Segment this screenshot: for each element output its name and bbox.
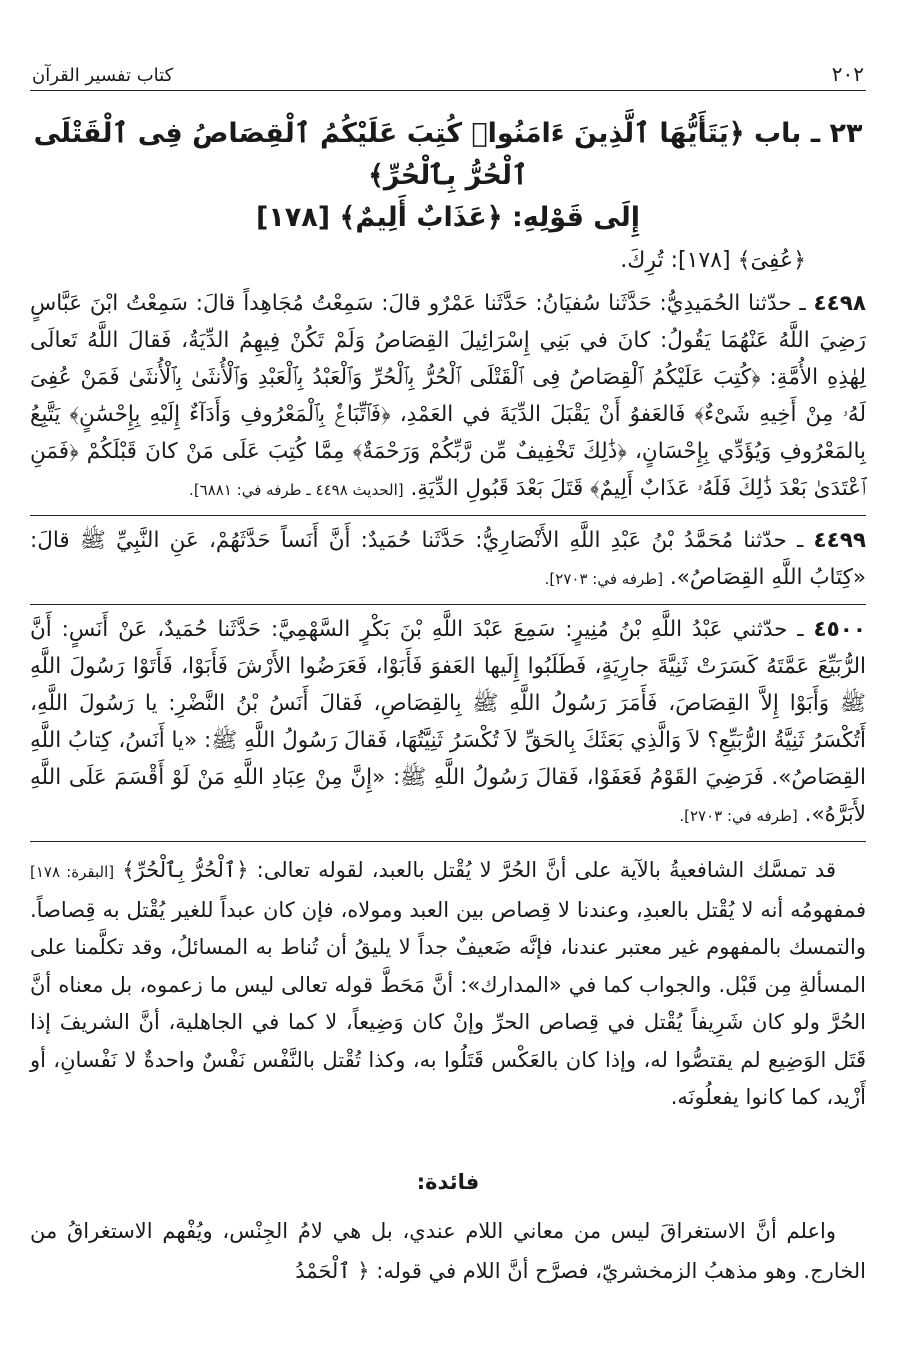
hadith-citation: [الحديث ٤٤٩٨ ـ طرفه في: ٦٨٨١]. (189, 481, 404, 499)
section-divider (30, 515, 866, 516)
hadith-text: ـ حدّثني عَبْدُ اللَّهِ بْنُ مُنِيرٍ: سَمِعَ عَبْدَ اللَّهِ بْنَ بَكْرٍ السَّهْمِيَّ: حَدَّثَنا حُمَيدٌ، عَنْ أَنَسٍ: أَنَّ الرُّبَيِّعَ عَمَّتَهُ كَسَرَتْ ثَنِيَّةَ جارِيَةٍ، فَطَلَبُوا إِلَيها العَفوَ فَأَبَوْا، فَعَرَضُوا الأَرْشَ فَأَبَوْا، فَأَتَوْا رَسُولَ اللَّهِ ﷺ وَأَبَوْا إِلاَّ القِصَاصَ، فَأَمَرَ رَسُولُ اللَّهِ ﷺ بِالقِصَاصِ، فَقالَ أَنَسُ بْنُ النَّضْرِ: يا رَسُولَ اللَّهِ، أَتُكْسَرُ ثَنِيَّةُ الرُّبَيِّعِ؟ لاَ وَالَّذِي بَعَثَكَ بِالحَقِّ لاَ تُكْسَرُ ثَنِيَّتُهَا، فَقالَ رَسُولُ اللَّهِ ﷺ: «يا أَنَسُ، كِتابُ اللَّهِ القِصَاصُ». فَرَضِيَ القَوْمُ فَعَفَوْا، فَقالَ رَسُولُ اللَّهِ ﷺ: «إِنَّ مِنْ عِبَادِ اللَّهِ مَنْ لَوْ أَقْسَمَ عَلَى اللَّهِ لأَبَرَّهُ». (30, 617, 866, 827)
hadith-text: ـ حدّثنا مُحَمَّدُ بْنُ عَبْدِ اللَّهِ الأَنْصَارِيُّ: حَدَّثَنا حُمَيدٌ: أَنَّ أَنَساً حَدَّثَهُمْ، عَنِ النَّبِيِّ ﷺ قالَ: «كِتَابُ اللَّهِ القِصَاصُ». (30, 528, 866, 590)
hadith-4498 (30, 285, 866, 509)
faida-paragraph: واعلم أنَّ الاستغراقَ ليس من معاني اللام عندي، بل هي لامُ الجِنْس، ويُفْهم الاستغراقُ من الخارج. وهو مذهبُ الزمخشريّ، فصرَّح أنَّ اللام في قوله: ﴿ ٱلْحَمْدُ (30, 1218, 866, 1283)
hadith-4499 (30, 522, 866, 598)
chapter-heading-line-1: ٢٣ ـ باب ﴿يَتَأَيُّهَا ٱلَّذِينَ ءَامَنُوا۟ كُتِبَ عَلَيْكُمُ ٱلْقِصَاصُ فِى ٱلْقَتْلَى ٱلْحُرُّ بِٱلْحُرِّ﴾ (33, 118, 863, 191)
hadith-number: ٤٤٩٨ (813, 291, 866, 316)
chapter-heading (30, 113, 866, 239)
hadith-number: ٤٥٠٠ (813, 617, 866, 642)
hadith-number: ٤٤٩٩ (813, 528, 866, 553)
hadith-4500 (30, 611, 866, 835)
commentary-text-1: قد تمسَّك الشافعيةُ بالآية على أنَّ الحُرَّ لا يُقْتل بالعبد، لقوله تعالى: ﴿ٱلْحُرُّ بِٱلْحُرِّ﴾ (114, 858, 836, 882)
section-divider (30, 604, 866, 605)
faida-heading: فائدة: (416, 1169, 480, 1194)
book-page (30, 46, 866, 1359)
commentary-paragraph (30, 852, 866, 1117)
page-number: ٢٠٢ (831, 62, 864, 86)
commentary-text-2: فمفهومُه أنه لا يُقْتل بالعبدِ، وعندنا لا قِصاص بين العبد ومولاه، فإن كان عبداً للغير يُقْتل به قِصاصاً. والتمسك بالمفهوم غير معتبر عندنا، فإنَّه ضَعيفٌ جداً لا يليقُ أن تُناط به المسائلُ، وقد تكلَّمنا على المسألةِ مِن قَبْل. والجواب كما في «المدارك»: أنَّ مَحَطَّ قوله تعالى ليس ما زعموه، بل معناه أنَّ الحُرَّ ولو كان شَرِيفاً يُقْتل في قِصاص الحرِّ وإنْ كان وَضِيعاً، لا كما في الجاهلية، أنَّ الشريفَ إذا قَتَل الوَضِيع لم يقتصُّوا له، وإذا كان بالعَكْس قَتَلُوا به، وكذا تُقْتل بالنَّفْس نَفْسٌ واحدةٌ لا نَفْسانِ، أو أَزْيد، كما كانوا يفعلُونَه. (30, 897, 866, 1109)
quran-citation: [البقرة: ١٧٨] (30, 863, 115, 881)
hadith-text: ـ حدّثنا الحُمَيدِيُّ: حَدَّثَنا سُفيَانُ: حَدَّثَنا عَمْرٌو قالَ: سَمِعْتُ مُجَاهِداً قالَ: سَمِعْتُ ابْنَ عَبَّاسٍ رَضِيَ اللَّهُ عَنْهُمَا يَقُولُ: كانَ في بَنِي إِسْرَائِيلَ القِصَاصُ وَلَمْ تَكُنْ فِيهِمُ الدِّيَةُ، فَقالَ اللَّهُ تَعالَى لِهٰذِهِ الأُمَّةِ: ﴿كُتِبَ عَلَيْكُمُ ٱلْقِصَاصُ فِى ٱلْقَتْلَى ٱلْحُرُّ بِٱلْحُرِّ وَٱلْعَبْدُ بِٱلْعَبْدِ وَٱلْأُنثَىٰ بِٱلْأُنثَىٰ فَمَنْ عُفِىَ لَهُۥ مِنْ أَخِيهِ شَىْءٌ﴾ فَالعَفوُ أَنْ يَقْبَلَ الدِّيَةَ في العَمْدِ، ﴿فَٱتِّبَاعٌۢ بِٱلْمَعْرُوفِ وَأَدَآءٌ إِلَيْهِ بِإِحْسَٰنٍ﴾ يَتَّبِعُ بِالمَعْرُوفِ وَيُؤَدِّي بِإِحْسَانٍ، ﴿ذَٰلِكَ تَخْفِيفٌ مِّن رَّبِّكُمْ وَرَحْمَةٌ﴾ مِمَّا كُتِبَ عَلَى مَنْ كانَ قَبْلَكُمْ ﴿فَمَنِ ٱعْتَدَىٰ بَعْدَ ذَٰلِكَ فَلَهُۥ عَذَابٌ أَلِيمٌ﴾ قَتَلَ بَعْدَ قَبُولِ الدِّيَةِ. (30, 291, 866, 501)
section-divider (30, 841, 866, 842)
hadith-citation: [طرفه في: ٢٧٠٣]. (679, 807, 798, 825)
word-gloss: ﴿عُفِىَ﴾ [١٧٨]: تُرِكَ. (620, 248, 806, 273)
chapter-heading-line-2: إِلَى قَوْلِهِ: ﴿عَذَابٌ أَلِيمٌ﴾ [١٧٨] (255, 202, 641, 233)
running-header (30, 46, 866, 91)
hadith-citation: [طرفه في: ٢٧٠٣]. (544, 570, 664, 588)
book-title: كتاب تفسير القرآن (32, 65, 174, 86)
